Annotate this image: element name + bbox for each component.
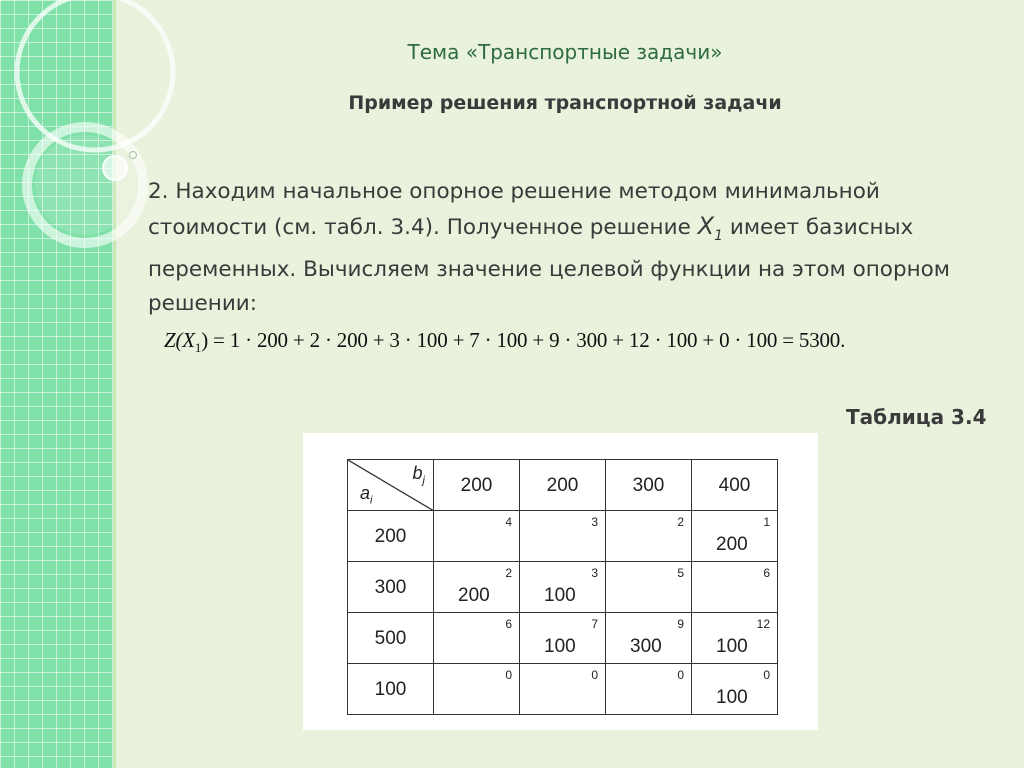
b-value: 200 — [460, 475, 493, 496]
cell-allocation: 100 — [716, 636, 748, 657]
b-value: 300 — [632, 475, 665, 496]
cell-cost: 7 — [591, 617, 598, 631]
table-row — [348, 613, 778, 664]
cell-cost: 9 — [677, 617, 684, 631]
cell-cost: 0 — [763, 668, 770, 682]
cost-cell — [520, 664, 606, 715]
cell-allocation: 300 — [630, 636, 662, 657]
a-cell — [348, 562, 434, 613]
cell-cost: 4 — [505, 515, 512, 529]
b-header-2 — [520, 460, 606, 511]
cell-cost: 12 — [756, 617, 770, 631]
cost-cell — [606, 613, 692, 664]
a-cell — [348, 613, 434, 664]
b-value: 400 — [718, 475, 751, 496]
table-caption: Таблица 3.4 — [846, 405, 987, 429]
cell-cost: 6 — [505, 617, 512, 631]
a-value: 300 — [374, 577, 407, 598]
cost-cell — [606, 664, 692, 715]
cost-cell — [692, 664, 778, 715]
formula-rhs: ) = 1 · 200 + 2 · 200 + 3 · 100 + 7 · 100 + 9 · 300 + 12 · 100 + 0 · 100 = 5300. — [201, 328, 846, 352]
cost-cell — [434, 664, 520, 715]
corner-b-subscript: j — [422, 474, 425, 487]
corner-a-subscript: i — [370, 495, 373, 507]
cell-cost: 0 — [677, 668, 684, 682]
cell-allocation: 100 — [716, 687, 748, 708]
table-header-row — [348, 460, 778, 511]
cell-cost: 0 — [505, 668, 512, 682]
cell-cost: 5 — [677, 566, 684, 580]
cost-cell — [434, 562, 520, 613]
corner-cell — [348, 460, 434, 511]
a-value: 200 — [374, 526, 407, 547]
cell-allocation: 100 — [544, 636, 576, 657]
cost-cell — [606, 562, 692, 613]
b-header-1 — [434, 460, 520, 511]
paragraph-text-start: 2. Находим начальное опорное решение методом минимальной стоимости (см. табл. 3.4). Полученное решение — [148, 179, 880, 240]
body-paragraph — [148, 175, 988, 321]
decorative-disc — [35, 135, 135, 235]
table-row — [348, 511, 778, 562]
b-value: 200 — [546, 475, 579, 496]
corner-label-b — [413, 463, 425, 487]
solution-variable-letter: X — [697, 212, 715, 240]
b-header-3 — [606, 460, 692, 511]
b-header-4 — [692, 460, 778, 511]
solution-variable — [697, 212, 724, 244]
cost-cell — [520, 613, 606, 664]
cell-cost: 3 — [591, 566, 598, 580]
objective-formula — [164, 328, 845, 356]
slide-subtitle: Пример решения транспортной задачи — [348, 92, 782, 114]
paragraph-text-end: имеет базисных переменных. Вычисляем значение целевой функции на этом опорном решении: — [148, 215, 951, 316]
a-value: 500 — [374, 628, 407, 649]
corner-a-letter: a — [360, 483, 371, 504]
cell-cost: 2 — [677, 515, 684, 529]
corner-b-letter: b — [412, 463, 423, 483]
corner-label-a — [360, 483, 372, 507]
cell-allocation: 200 — [458, 585, 490, 606]
table-panel — [303, 433, 818, 730]
cell-cost: 6 — [763, 566, 770, 580]
decorative-bubble — [103, 156, 127, 180]
cost-cell — [434, 511, 520, 562]
cell-allocation: 200 — [716, 534, 748, 555]
cell-allocation: 100 — [544, 585, 576, 606]
formula-lhs: Z(X — [164, 328, 195, 352]
cost-cell — [692, 511, 778, 562]
a-cell — [348, 511, 434, 562]
cost-cell — [606, 511, 692, 562]
transport-table — [347, 459, 778, 715]
a-cell — [348, 664, 434, 715]
a-value: 100 — [374, 679, 407, 700]
cost-cell — [434, 613, 520, 664]
cost-cell — [692, 562, 778, 613]
cost-cell — [520, 562, 606, 613]
table-row — [348, 664, 778, 715]
cell-cost: 3 — [591, 515, 598, 529]
slide-title: Тема «Транспортные задачи» — [407, 40, 723, 64]
solution-variable-subscript: 1 — [714, 227, 724, 244]
cell-cost: 0 — [591, 668, 598, 682]
cost-cell — [692, 613, 778, 664]
cost-cell — [520, 511, 606, 562]
table-row — [348, 562, 778, 613]
cell-cost: 2 — [505, 566, 512, 580]
cell-cost: 1 — [763, 515, 770, 529]
formula-lhs-subscript: 1 — [194, 340, 202, 356]
